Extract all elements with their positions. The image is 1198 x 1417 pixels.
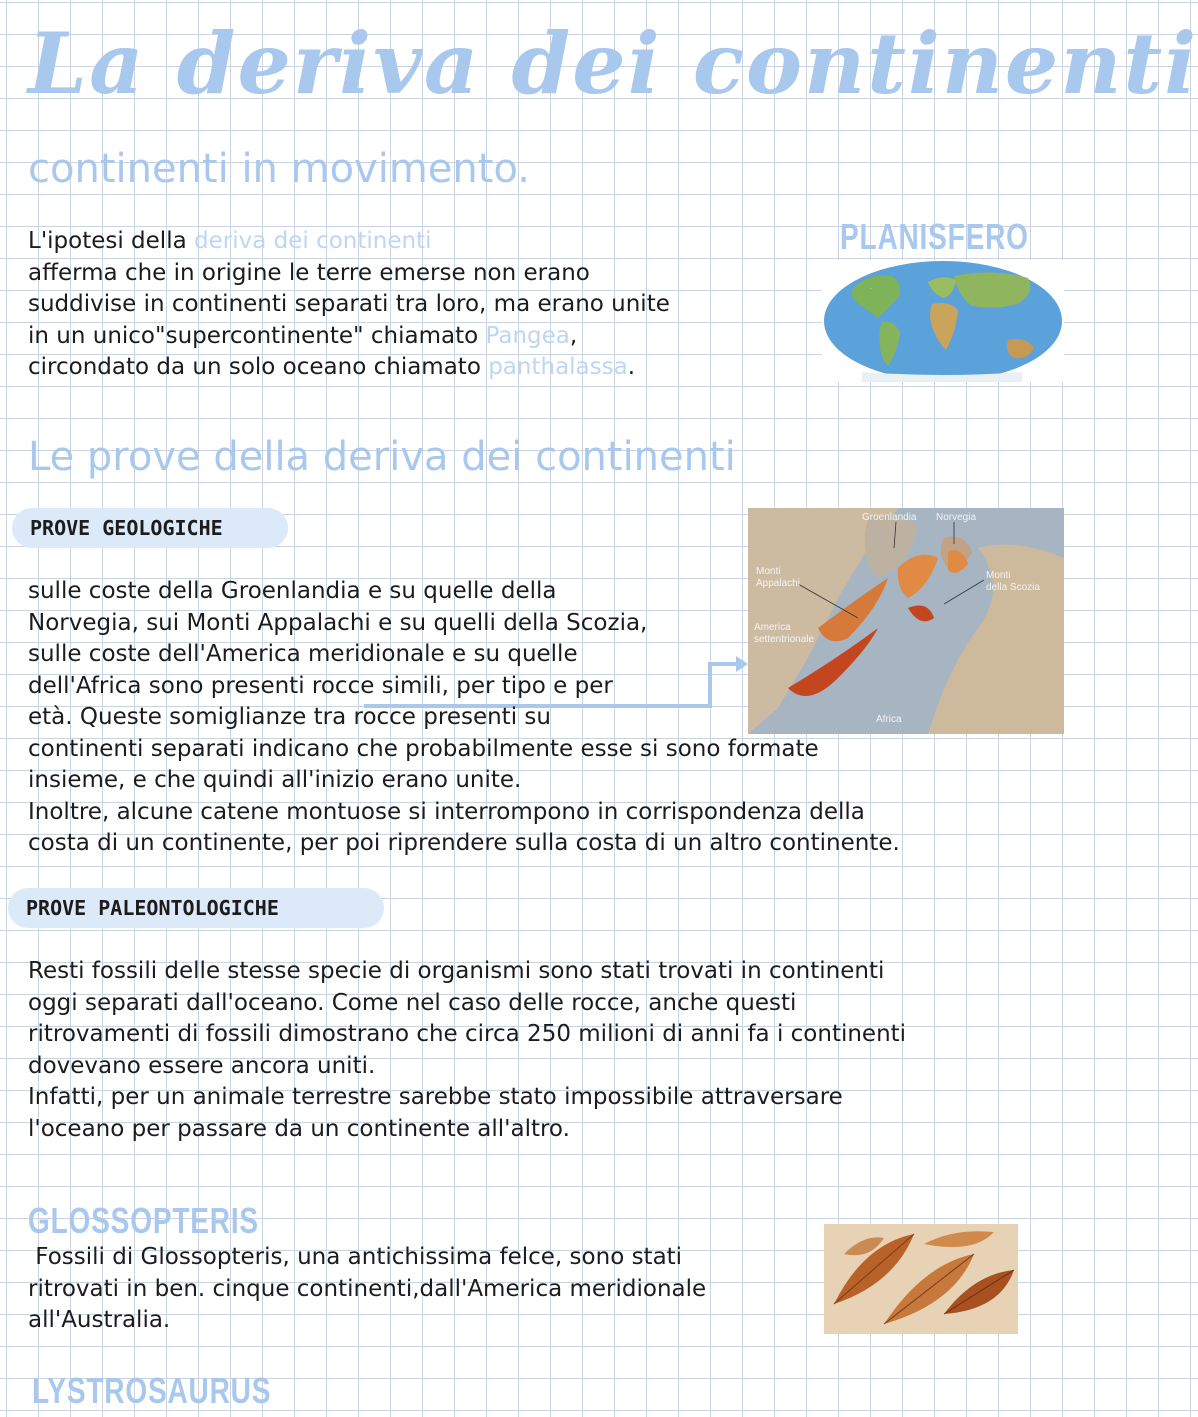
paleo-line: oggi separati dall'oceano. Come nel caso delle rocce, anche questi xyxy=(28,989,797,1016)
map-label-appalachi-2: Appalachi xyxy=(756,578,800,589)
geo-line: sulle coste della Groenlandia e su quelle della xyxy=(28,578,557,604)
glossopteris-title: GLOSSOPTERIS xyxy=(28,1200,259,1241)
geo-line: dell'Africa sono presenti rocce simili, per tipo e per xyxy=(28,672,613,699)
geo-line: Norvegia, sui Monti Appalachi e su quelli della Scozia, xyxy=(28,609,648,636)
paleo-line: Resti fossili delle stesse specie di organismi sono stati trovati in continenti xyxy=(28,958,885,984)
map-label-america-1: America xyxy=(754,622,791,633)
paleo-line: dovevano essere ancora uniti. xyxy=(28,1052,376,1079)
page-title: La deriva dei continenti xyxy=(28,14,1198,113)
intro-line: suddivise in continenti separati tra loro, ma erano unite xyxy=(28,291,670,317)
map-label-america-2: settentrionale xyxy=(754,634,815,645)
svg-text:·: · xyxy=(870,286,872,292)
map-label-scozia-2: della Scozia xyxy=(986,582,1040,593)
geo-line: continenti separati indicano che probabilmente esse si sono formate xyxy=(28,735,819,762)
geo-line: costa di un continente, per poi riprendere sulla costa di un altro continente. xyxy=(28,830,900,856)
world-map-image xyxy=(822,260,1064,382)
section-heading-movimento: continenti in movimento. xyxy=(28,146,530,192)
paleo-paragraph xyxy=(28,956,906,1145)
intro-line: in un unico"supercontinente" chiamato Pangea, xyxy=(28,322,578,349)
pill-prove-geologiche: PROVE GEOLOGICHE xyxy=(12,508,288,548)
geo-line: sulle coste dell'America meridionale e su quelle xyxy=(28,641,578,667)
intro-line: afferma che in origine le terre emerse non erano xyxy=(28,259,590,286)
lystrosaurus-title: LYSTROSAURUS xyxy=(32,1370,272,1411)
intro-paragraph xyxy=(28,226,670,384)
map-label-africa: Africa xyxy=(876,714,902,725)
glossopteris-line: Fossili di Glossopteris, una antichissima felce, sono stati xyxy=(28,1244,683,1270)
geo-paragraph xyxy=(28,576,900,860)
geo-line: Inoltre, alcune catene montuose si interrompono in corrispondenza della xyxy=(28,798,865,825)
map-label-groenlandia: Groenlandia xyxy=(862,512,917,523)
paleo-line: ritrovamenti di fossili dimostrano che circa 250 milioni di anni fa i continenti xyxy=(28,1021,907,1047)
planisfero-title: PLANISFERO xyxy=(840,216,1029,257)
map-label-appalachi-1: Monti xyxy=(756,566,781,577)
glossopteris-line: all'Australia. xyxy=(28,1307,171,1333)
glossopteris-line: ritrovati in ben. cinque continenti,dall'America meridionale xyxy=(28,1275,707,1302)
intro-line: L'ipotesi della deriva dei continenti xyxy=(28,228,432,254)
geo-line: età. Queste somiglianze tra rocce presenti su xyxy=(28,704,551,730)
map-label-scozia-1: Monti xyxy=(986,570,1011,581)
pill-prove-paleontologiche: PROVE PALEONTOLOGICHE xyxy=(8,888,384,928)
section-heading-prove: Le prove della deriva dei continenti xyxy=(28,434,736,480)
intro-line: circondato da un solo oceano chiamato panthalassa. xyxy=(28,354,636,380)
geo-line: insieme, e che quindi all'inizio erano unite. xyxy=(28,767,522,793)
glossopteris-fossil-image xyxy=(824,1224,1018,1334)
map-label-norvegia: Norvegia xyxy=(936,512,977,523)
paleo-line: l'oceano per passare da un continente all'altro. xyxy=(28,1115,570,1142)
glossopteris-paragraph xyxy=(28,1242,706,1337)
paleo-line: Infatti, per un animale terrestre sarebbe stato impossibile attraversare xyxy=(28,1084,843,1110)
